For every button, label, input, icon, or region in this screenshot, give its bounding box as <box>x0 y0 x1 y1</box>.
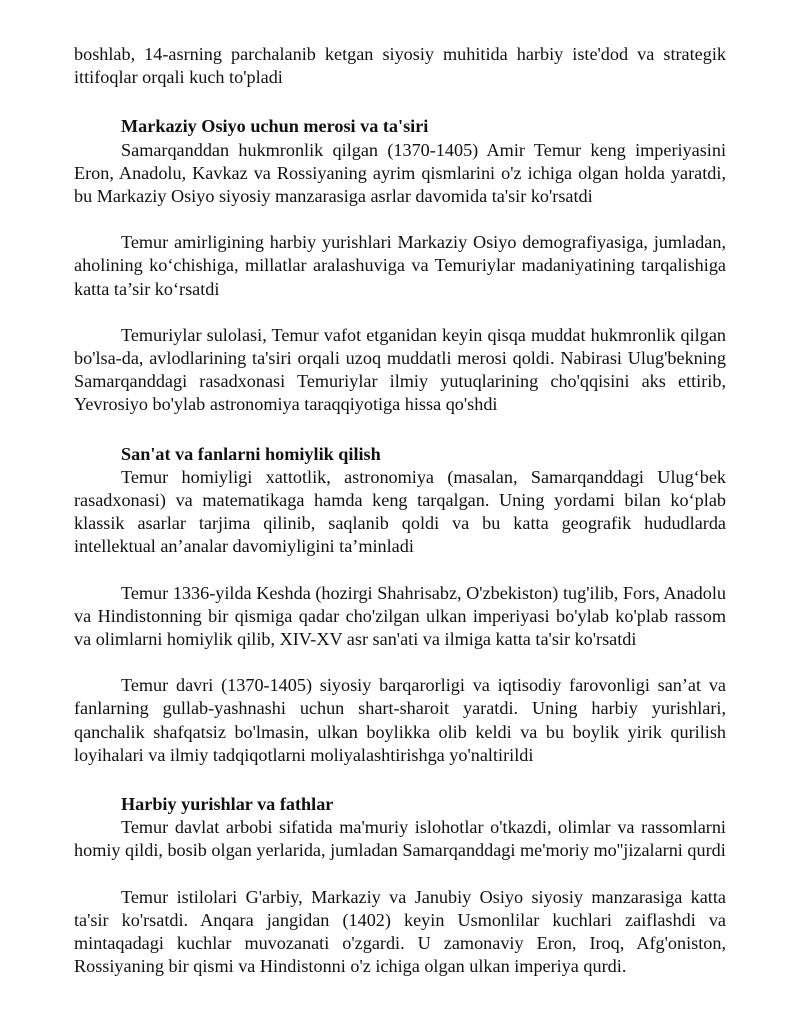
section-heading-legacy: Markaziy Osiyo uchun merosi va ta'siri <box>121 116 429 137</box>
section-heading-conquests: Harbiy yurishlar va fathlar <box>121 794 334 815</box>
paragraph-demography: Temur amirligining harbiy yurishlari Markaziy Osiyo demografiyasiga, jumladan, aholining ko‘chishiga, millatlar aralashuviga va Temuriylar madaniyatining tarqalishiga katta ta’sir ko‘rsatdi <box>74 232 726 299</box>
paragraph-statesman: Temur davlat arbobi sifatida ma'muriy islohotlar o'tkazdi, olimlar va rassomlarni homiy qildi, bosib olgan yerlarida, jumladan Samarqanddagi me'moriy mo''jizalarni qurdi <box>74 817 726 861</box>
paragraph-patronage: Temur homiyligi xattotlik, astronomiya (masalan, Samarqanddagi Ulug‘bek rasadxonasi) va matematikaga hamda keng tarqalgan. Uning yordami bilan ko‘plab klassik asarlar tarjima qilinib, saqlanib qoldi va bu katta geografik hududlarda intellektual an’analar davomiyligini ta’minladi <box>74 466 726 557</box>
paragraph-empire: Samarqanddan hukmronlik qilgan (1370-1405) Amir Temur keng imperiyasini Eron, Anadolu, Kavkaz va Rossiyaning ayrim qismlarini o'z ichiga olgan holda yaratdi, bu Markaziy Osiyo siyosiy manzarasiga asrlar davomida ta'sir ko'rsatdi <box>74 139 726 207</box>
paragraph-dynasty: Temuriylar sulolasi, Temur vafot etganidan keyin qisqa muddat hukmronlik qilgan bo'lsa-da, avlodlarining ta'siri orqali uzoq muddatli merosi qoldi. Nabirasi Ulug'bekning Samarqanddagi rasadxonasi Temuriylar ilmiy yutuqlarining cho'qqisini aks ettirib, Yevrosiyo bo'ylab astronomiya taraqqiyotiga hissa qo'shdi <box>74 324 726 415</box>
paragraph-stability: Temur davri (1370-1405) siyosiy barqarorligi va iqtisodiy farovonligi san’at va fanlarning gullab-yashnashi uchun shart-sharoit yaratdi. Uning harbiy yurishlari, qanchalik shafqatsiz bo'lmasin, ulkan boylikka olib keldi va bu boylik yirik qurilish loyihalari va ilmiy tadqiqotlarni moliyalashtirishga yo'naltirildi <box>74 675 726 765</box>
section-heading-patronage: San'at va fanlarni homiylik qilish <box>121 443 381 464</box>
paragraph-birth: Temur 1336-yilda Keshda (hozirgi Shahrisabz, O'zbekiston) tug'ilib, Fors, Anadolu va Hindistonning bir qismiga qadar cho'zilgan ulkan imperiyasi bo'ylab ko'plab rassom va olimlarni homiylik qilib, XIV-XV asr san'ati va ilmiga katta ta'sir ko'rsatdi <box>74 582 726 650</box>
paragraph-continuation: boshlab, 14-asrning parchalanib ketgan siyosiy muhitida harbiy iste'dod va strategik ittifoqlar orqali kuch to'pladi <box>74 44 726 88</box>
paragraph-conquests: Temur istilolari G'arbiy, Markaziy va Janubiy Osiyo siyosiy manzarasiga katta ta'sir ko'rsatdi. Anqara jangidan (1402) keyin Usmonlilar kuchlari zaiflashdi va mintaqadagi kuchlar muvozanati o'zgardi. U zamonaviy Eron, Iroq, Afg'oniston, Rossiyaning bir qismi va Hindistonni o'z ichiga olgan ulkan imperiya qurdi. <box>74 886 726 977</box>
